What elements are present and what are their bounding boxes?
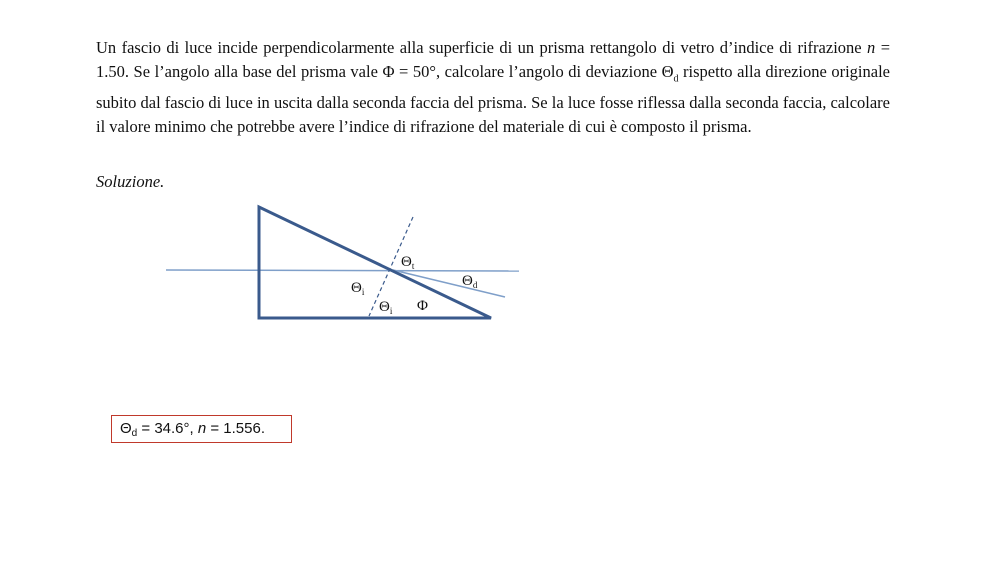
answer-box — [111, 415, 292, 443]
deviated-ray — [393, 270, 505, 297]
solution-label: Soluzione. — [96, 172, 165, 191]
index-variable: n — [867, 38, 876, 57]
answer-theta-sub: d — [131, 428, 138, 439]
label-theta-i-left: $\Theta_i$ — [351, 280, 365, 297]
incident-ray — [166, 270, 519, 271]
label-theta-i-bottom: $\Theta_i$ — [379, 299, 393, 316]
problem-part-3: rispetto alla direzione originale subito dal fascio di luce in uscita dalla seconda faccia del prisma. Se la luce fosse riflessa dalla seconda faccia, calcolare il valore minimo che potrebbe avere l’indice di rifrazione del materiale di cui è composto il prisma. — [96, 62, 890, 137]
label-theta-d: $\Theta_d$ — [462, 273, 478, 290]
answer-part-2: = 1.556. — [206, 420, 266, 437]
answer-theta: Θ — [120, 420, 132, 437]
deviation-subscript: d — [673, 73, 679, 85]
answer-part-1: = 34.6°, — [137, 420, 198, 437]
problem-part-2: = 1.50. Se l’angolo alla base del prisma vale Φ = 50°, calcolare l’angolo di deviazione Θ — [96, 38, 891, 81]
answer-n: n — [197, 420, 207, 437]
label-theta-t: $\Theta_t$ — [401, 254, 415, 271]
problem-part-1: Un fascio di luce incide perpendicolarmente alla superficie di un prisma rettangolo di vetro d’indice di rifrazione — [96, 38, 868, 57]
label-phi: Φ — [417, 298, 428, 314]
